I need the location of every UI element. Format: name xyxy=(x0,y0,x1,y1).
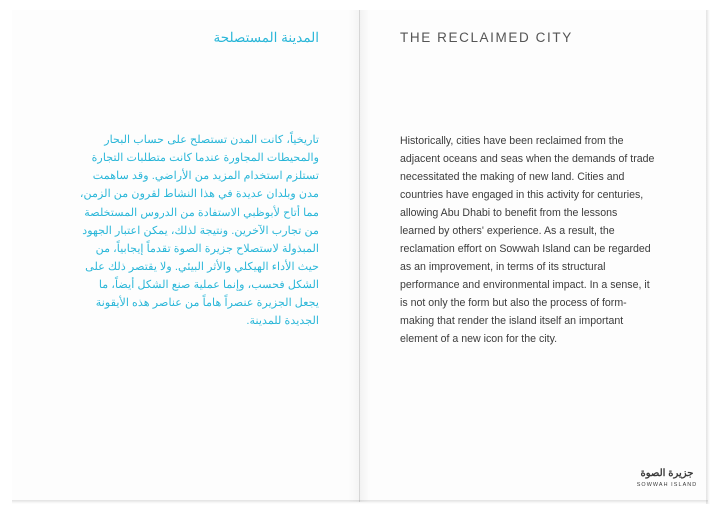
arabic-page-title: المدينة المستصلحة xyxy=(213,30,319,45)
logo-arabic-mark: جزيرة الصوة xyxy=(640,468,694,479)
gutter-shadow-left xyxy=(348,10,359,502)
english-body-text xyxy=(400,132,655,348)
gutter-fold-line xyxy=(359,10,360,502)
logo-wordmark: SOWWAH ISLAND xyxy=(636,482,698,488)
sowwah-island-logo xyxy=(636,468,698,489)
arabic-body-text xyxy=(79,131,319,331)
page-right-shadow xyxy=(706,10,710,504)
page-bottom-shadow xyxy=(12,500,708,504)
english-page-title: THE RECLAIMED CITY xyxy=(400,30,573,45)
arabic-body-paragraph: تاريخياً، كانت المدن تستصلح على حساب البحار والمحيطات المجاورة عندما كانت متطلبات التجارة تستلزم استخدام المزيد من الأراضي. وقد ساهمت مدن وبلدان عديدة في هذا النشاط لقرون من الزمن، مما أتاح لأبوظبي الاستفادة من الدروس المستخلصة من تجارب الآخرين. ونتيجة لذلك، يمكن اعتبار الجهود المبذولة لاستصلاح جزيرة الصوة تقدماً إيجابياً، من حيث الأداء الهيكلي والأثر البيئي. ولا يقتصر ذلك على الشكل فحسب، وإنما عملية صنع الشكل أيضاً، ما يجعل الجزيرة عنصراً هاماً من عناصر هذه الأيقونة الجديدة للمدينة. xyxy=(79,134,319,328)
gutter-shadow-right xyxy=(360,10,370,502)
english-body-paragraph: Historically, cities have been reclaimed from the adjacent oceans and seas when the demands of trade necessitated the making of new land. Cities and countries have engaged in this activity for centuries, allowing Abu Dhabi to benefit from the lessons learned by others' experience. As a result, the reclamation effort on Sowwah Island can be regarded as an improvement, in terms of its structural performance and environmental impact. In a sense, it is not only the form but also the process of form-making that render the island itself an important element of a new icon for the city. xyxy=(400,135,655,345)
